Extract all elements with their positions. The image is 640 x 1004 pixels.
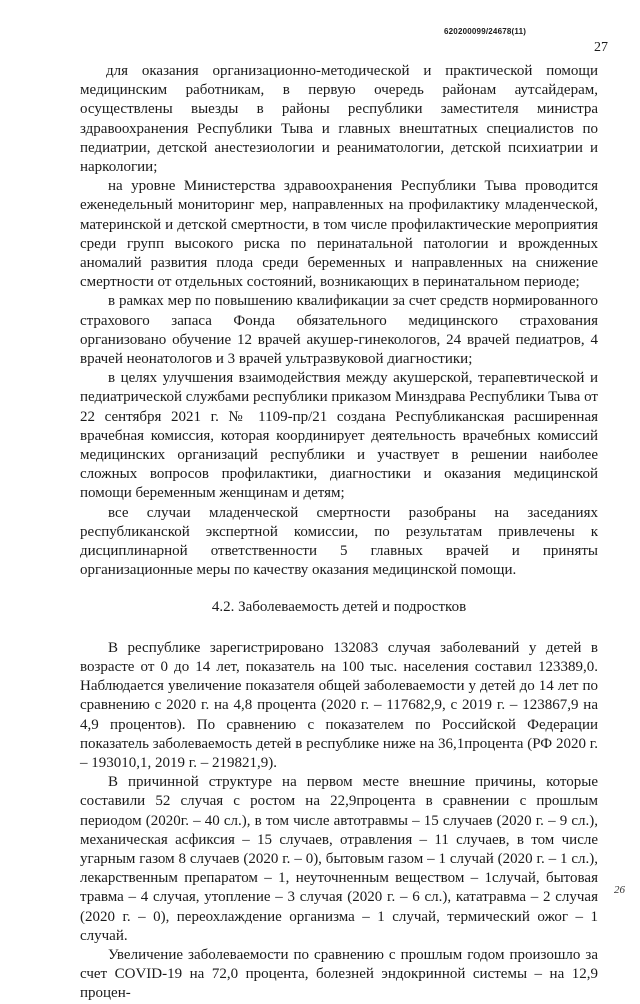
document-body [80,62,598,1004]
paragraph-external-causes: В причинной структуре на первом месте внешние причины, которые составили 52 случая с ростом на 22,9процента в сравнении с прошлым периодом (2020г. – 40 сл.), в том числе автотравмы – 15 случаев (2020 г. – 9 сл.), механическая асфиксия – 15 случаев, отравления – 11 случаев, в том числе угарным газом 8 случаев (2020 г. – 0), бытовым газом – 1 случай (2020 г. – 1 сл.), лекарственным препаратом – 1, неуточненным веществом – 1случай, бытовая травма – 4 случая, утопление – 3 случая (2020 г. – 6 сл.), кататравма – 2 случая (2020 г. – 0), переохлаждение организма – 1 случай, термический ожог – 1 случай. [80,774,598,944]
paragraph-morbidity-stats: В республике зарегистрировано 132083 случая заболеваний у детей в возрасте от 0 до 14 лет, показатель на 100 тыс. населения составил 123389,0. Наблюдается увеличение показателя общей заболеваемости у детей до 14 лет по сравнению с 2020 г. на 4,8 процента (2020 г. – 117682,9, с 2019 г. – 123867,9 на 4,9 процентов). По сравнению с показателем по Российской Федерации показатель заболеваемость детей в республике ниже на 36,1процента (РФ 2020 г. – 193010,1, 2019 г. – 219821,9). [80,639,598,771]
paragraph-commission: в целях улучшения взаимодействия между акушерской, терапевтической и педиатрической службами республики приказом Минздрава Республики Тыва от 22 сентября 2021 г. № 1109-пр/21 создана Республиканская расширенная врачебная комиссия, которая координирует деятельность врачебных комиссий медицинских организаций республики и участвует в решении наиболее сложных вопросов профилактики, диагностики и оказания медицинской помощи беременным женщинам и детям; [80,370,598,502]
section-heading: 4.2. Заболеваемость детей и подростков [211,599,467,616]
paragraph-weekly-monitoring: на уровне Министерства здравоохранения Республики Тыва проводится еженедельный мониторинг мер, направленных на профилактику младенческой, материнской и детской смертности, в том числе профилактические мероприятия среди групп высокого риска по перинатальной патологии и врожденных аномалий развития плода среди беременных и направленных на снижение смертности от отдельных состояний, возникающих в перинатальном периоде; [80,178,598,291]
document-id: 620200099/24678(11) [444,27,527,36]
paragraph-covid-increase: Увеличение заболеваемости по сравнению с прошлым годом произошло за счет COVID-19 на 72,0 процента, болезней эндокринной системы – на 12,9 процен- [80,946,598,1002]
paragraph-methodical-help: для оказания организационно-методической и практической помощи медицинским работникам, в первую очередь районам аутсайдерам, осуществлены выезды в районы республики заместителя министра здравоохранения Республики Тыва и главных внештатных специалистов по педиатрии, детской анестезиологии и реаниматологии, детской психиатрии и наркологии; [80,63,598,176]
paragraph-qualification: в рамках мер по повышению квалификации за счет средств нормированного страхового запаса Фонда обязательного медицинского страхования организовано обучение 12 врачей акушер-гинекологов, 24 врачей педиатров, 4 врачей неонатологов и 3 врачей ультразвуковой диагностики; [80,293,598,368]
paragraph-infant-mortality-review: все случаи младенческой смертности разобраны на заседаниях республиканской экспертной комиссии, по результатам привлечены к дисциплинарной ответственности 5 главных врачей и приняты организационные меры по качеству оказания медицинской помощи. [80,504,598,579]
page-number: 27 [594,40,608,55]
handwritten-mark: 26 [614,884,625,896]
